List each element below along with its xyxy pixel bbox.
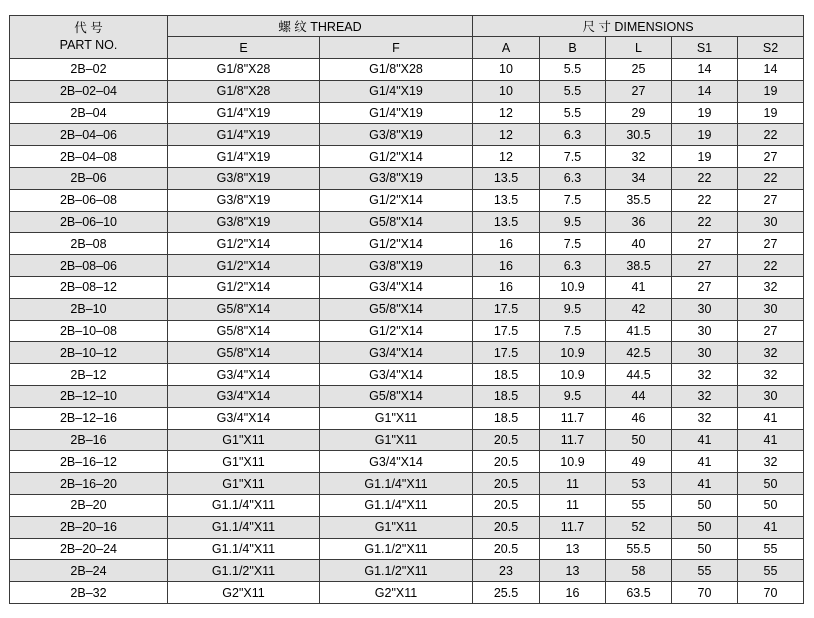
cell-thread-e: G1/2"X14 (168, 233, 320, 255)
col-header-s1: S1 (672, 37, 738, 59)
cell-dim-s2: 32 (738, 364, 804, 386)
cell-dim-l: 42 (606, 298, 672, 320)
cell-dim-a: 20.5 (473, 429, 540, 451)
cell-dim-l: 44 (606, 385, 672, 407)
cell-dim-l: 50 (606, 429, 672, 451)
cell-dim-s1: 70 (672, 582, 738, 604)
table-row (10, 560, 804, 582)
cell-dim-l: 41 (606, 276, 672, 298)
cell-dim-s1: 19 (672, 102, 738, 124)
cell-dim-s1: 50 (672, 538, 738, 560)
table-row (10, 342, 804, 364)
cell-dim-s2: 32 (738, 342, 804, 364)
cell-dim-s2: 19 (738, 102, 804, 124)
cell-thread-e: G3/8"X19 (168, 189, 320, 211)
cell-thread-e: G1/8"X28 (168, 80, 320, 102)
cell-dim-b: 16 (540, 582, 606, 604)
cell-dim-b: 11 (540, 494, 606, 516)
cell-thread-e: G3/4"X14 (168, 385, 320, 407)
cell-dim-b: 11.7 (540, 407, 606, 429)
cell-thread-e: G3/8"X19 (168, 167, 320, 189)
cell-dim-b: 7.5 (540, 189, 606, 211)
cell-dim-l: 53 (606, 473, 672, 495)
cell-dim-b: 10.9 (540, 364, 606, 386)
cell-dim-l: 46 (606, 407, 672, 429)
cell-part-no: 2B–12–10 (10, 385, 168, 407)
cell-dim-s2: 30 (738, 385, 804, 407)
cell-dim-s1: 14 (672, 59, 738, 81)
cell-thread-e: G3/4"X14 (168, 364, 320, 386)
cell-dim-s1: 27 (672, 255, 738, 277)
cell-part-no: 2B–16–12 (10, 451, 168, 473)
cell-dim-a: 23 (473, 560, 540, 582)
cell-dim-l: 55.5 (606, 538, 672, 560)
cell-thread-f: G1/2"X14 (320, 233, 473, 255)
cell-thread-e: G1"X11 (168, 429, 320, 451)
cell-dim-b: 5.5 (540, 59, 606, 81)
part-no-header-cn: 代 号 (74, 21, 103, 35)
table-row (10, 255, 804, 277)
cell-dim-s1: 27 (672, 276, 738, 298)
cell-part-no: 2B–08–12 (10, 276, 168, 298)
cell-part-no: 2B–20–16 (10, 516, 168, 538)
cell-dim-b: 9.5 (540, 298, 606, 320)
part-no-header (10, 16, 168, 59)
cell-dim-s2: 70 (738, 582, 804, 604)
cell-part-no: 2B–06–08 (10, 189, 168, 211)
cell-part-no: 2B–06–10 (10, 211, 168, 233)
cell-part-no: 2B–10–12 (10, 342, 168, 364)
cell-dim-l: 42.5 (606, 342, 672, 364)
col-header-b: B (540, 37, 606, 59)
cell-dim-s2: 32 (738, 276, 804, 298)
cell-dim-s1: 41 (672, 473, 738, 495)
cell-thread-f: G3/8"X19 (320, 124, 473, 146)
cell-thread-f: G1"X11 (320, 407, 473, 429)
cell-thread-f: G1.1/2"X11 (320, 538, 473, 560)
cell-part-no: 2B–20–24 (10, 538, 168, 560)
cell-thread-f: G1/4"X19 (320, 80, 473, 102)
cell-dim-a: 16 (473, 255, 540, 277)
cell-thread-e: G3/4"X14 (168, 407, 320, 429)
cell-dim-s2: 27 (738, 233, 804, 255)
cell-dim-b: 10.9 (540, 276, 606, 298)
cell-dim-a: 13.5 (473, 211, 540, 233)
cell-part-no: 2B–16 (10, 429, 168, 451)
cell-part-no: 2B–10 (10, 298, 168, 320)
cell-dim-s1: 14 (672, 80, 738, 102)
table-body (10, 59, 804, 604)
cell-dim-a: 18.5 (473, 364, 540, 386)
table-row (10, 320, 804, 342)
cell-dim-s1: 19 (672, 124, 738, 146)
table-row (10, 451, 804, 473)
cell-thread-f: G1/2"X14 (320, 320, 473, 342)
cell-dim-s1: 55 (672, 560, 738, 582)
table-row (10, 494, 804, 516)
table-row (10, 364, 804, 386)
cell-dim-a: 12 (473, 124, 540, 146)
cell-thread-e: G5/8"X14 (168, 342, 320, 364)
cell-dim-s2: 27 (738, 189, 804, 211)
dimensions-table (9, 15, 804, 604)
cell-dim-a: 10 (473, 80, 540, 102)
cell-dim-s2: 27 (738, 146, 804, 168)
cell-dim-a: 12 (473, 146, 540, 168)
cell-dim-s2: 27 (738, 320, 804, 342)
cell-thread-f: G3/4"X14 (320, 451, 473, 473)
cell-part-no: 2B–20 (10, 494, 168, 516)
table-row (10, 167, 804, 189)
cell-dim-l: 29 (606, 102, 672, 124)
cell-dim-l: 40 (606, 233, 672, 255)
cell-dim-a: 16 (473, 276, 540, 298)
cell-dim-b: 7.5 (540, 320, 606, 342)
table-row (10, 473, 804, 495)
cell-thread-e: G1/4"X19 (168, 102, 320, 124)
cell-thread-f: G5/8"X14 (320, 385, 473, 407)
cell-thread-f: G1.1/4"X11 (320, 494, 473, 516)
cell-thread-e: G1.1/2"X11 (168, 560, 320, 582)
cell-dim-l: 32 (606, 146, 672, 168)
cell-dim-s2: 19 (738, 80, 804, 102)
cell-thread-f: G1.1/2"X11 (320, 560, 473, 582)
cell-thread-e: G3/8"X19 (168, 211, 320, 233)
table-row (10, 407, 804, 429)
cell-dim-b: 9.5 (540, 385, 606, 407)
cell-dim-s2: 41 (738, 407, 804, 429)
cell-dim-s1: 41 (672, 429, 738, 451)
cell-dim-b: 7.5 (540, 233, 606, 255)
cell-dim-l: 35.5 (606, 189, 672, 211)
cell-thread-e: G1/2"X14 (168, 255, 320, 277)
cell-part-no: 2B–04 (10, 102, 168, 124)
cell-dim-a: 18.5 (473, 385, 540, 407)
cell-thread-e: G5/8"X14 (168, 320, 320, 342)
cell-thread-f: G3/4"X14 (320, 276, 473, 298)
table-row (10, 211, 804, 233)
cell-dim-b: 6.3 (540, 124, 606, 146)
cell-dim-s2: 30 (738, 298, 804, 320)
cell-dim-s1: 27 (672, 233, 738, 255)
cell-dim-s1: 32 (672, 364, 738, 386)
table-row (10, 102, 804, 124)
cell-dim-s1: 22 (672, 167, 738, 189)
cell-dim-l: 36 (606, 211, 672, 233)
table-row (10, 146, 804, 168)
cell-part-no: 2B–16–20 (10, 473, 168, 495)
cell-thread-e: G1"X11 (168, 473, 320, 495)
part-no-header-en: PART NO. (59, 38, 118, 52)
cell-dim-s2: 41 (738, 516, 804, 538)
cell-dim-b: 10.9 (540, 342, 606, 364)
cell-dim-a: 17.5 (473, 320, 540, 342)
cell-thread-e: G5/8"X14 (168, 298, 320, 320)
cell-dim-a: 20.5 (473, 516, 540, 538)
cell-thread-f: G3/8"X19 (320, 167, 473, 189)
table-row (10, 516, 804, 538)
table-row (10, 429, 804, 451)
cell-thread-f: G1/2"X14 (320, 189, 473, 211)
cell-dim-s2: 14 (738, 59, 804, 81)
cell-dim-l: 38.5 (606, 255, 672, 277)
cell-dim-s1: 22 (672, 211, 738, 233)
table-row (10, 124, 804, 146)
cell-dim-a: 20.5 (473, 473, 540, 495)
col-header-e: E (168, 37, 320, 59)
cell-thread-f: G1"X11 (320, 429, 473, 451)
cell-dim-s1: 41 (672, 451, 738, 473)
cell-part-no: 2B–12–16 (10, 407, 168, 429)
cell-dim-a: 20.5 (473, 538, 540, 560)
cell-dim-s2: 32 (738, 451, 804, 473)
cell-part-no: 2B–10–08 (10, 320, 168, 342)
table-row (10, 189, 804, 211)
table-row (10, 233, 804, 255)
cell-thread-e: G1/8"X28 (168, 59, 320, 81)
cell-dim-b: 13 (540, 538, 606, 560)
col-header-f: F (320, 37, 473, 59)
cell-dim-s1: 32 (672, 407, 738, 429)
cell-thread-f: G3/4"X14 (320, 364, 473, 386)
cell-dim-a: 16 (473, 233, 540, 255)
table-row (10, 538, 804, 560)
cell-dim-s2: 50 (738, 494, 804, 516)
cell-dim-s2: 22 (738, 167, 804, 189)
cell-part-no: 2B–04–06 (10, 124, 168, 146)
cell-part-no: 2B–12 (10, 364, 168, 386)
cell-dim-l: 58 (606, 560, 672, 582)
table-row (10, 276, 804, 298)
cell-part-no: 2B–24 (10, 560, 168, 582)
table-row (10, 80, 804, 102)
cell-part-no: 2B–02–04 (10, 80, 168, 102)
cell-dim-s2: 55 (738, 560, 804, 582)
cell-dim-a: 18.5 (473, 407, 540, 429)
cell-dim-s1: 30 (672, 320, 738, 342)
cell-thread-f: G3/8"X19 (320, 255, 473, 277)
cell-dim-s2: 41 (738, 429, 804, 451)
thread-header: 螺 纹 THREAD (168, 16, 473, 37)
cell-dim-a: 13.5 (473, 167, 540, 189)
col-header-s2: S2 (738, 37, 804, 59)
cell-dim-l: 63.5 (606, 582, 672, 604)
cell-dim-a: 20.5 (473, 451, 540, 473)
cell-thread-f: G1/8"X28 (320, 59, 473, 81)
cell-dim-s2: 22 (738, 124, 804, 146)
cell-thread-f: G1/4"X19 (320, 102, 473, 124)
cell-dim-l: 34 (606, 167, 672, 189)
cell-dim-a: 20.5 (473, 494, 540, 516)
cell-dim-s2: 30 (738, 211, 804, 233)
cell-dim-b: 11.7 (540, 429, 606, 451)
cell-part-no: 2B–08–06 (10, 255, 168, 277)
cell-dim-b: 11.7 (540, 516, 606, 538)
cell-dim-s1: 50 (672, 516, 738, 538)
cell-part-no: 2B–06 (10, 167, 168, 189)
cell-dim-a: 25.5 (473, 582, 540, 604)
cell-part-no: 2B–32 (10, 582, 168, 604)
cell-thread-e: G1.1/4"X11 (168, 516, 320, 538)
cell-thread-e: G1.1/4"X11 (168, 494, 320, 516)
cell-dim-a: 17.5 (473, 298, 540, 320)
cell-part-no: 2B–04–08 (10, 146, 168, 168)
cell-dim-l: 30.5 (606, 124, 672, 146)
cell-thread-e: G1/4"X19 (168, 146, 320, 168)
cell-dim-s2: 50 (738, 473, 804, 495)
cell-dim-a: 17.5 (473, 342, 540, 364)
cell-thread-f: G1"X11 (320, 516, 473, 538)
cell-thread-f: G1/2"X14 (320, 146, 473, 168)
cell-dim-s1: 30 (672, 342, 738, 364)
col-header-a: A (473, 37, 540, 59)
cell-dim-l: 49 (606, 451, 672, 473)
cell-dim-a: 10 (473, 59, 540, 81)
cell-dim-l: 41.5 (606, 320, 672, 342)
cell-dim-b: 6.3 (540, 167, 606, 189)
dimensions-header: 尺 寸 DIMENSIONS (473, 16, 804, 37)
cell-thread-f: G5/8"X14 (320, 298, 473, 320)
cell-thread-f: G3/4"X14 (320, 342, 473, 364)
cell-dim-b: 11 (540, 473, 606, 495)
table-row (10, 582, 804, 604)
cell-thread-e: G1.1/4"X11 (168, 538, 320, 560)
cell-thread-e: G1/4"X19 (168, 124, 320, 146)
cell-dim-b: 9.5 (540, 211, 606, 233)
cell-part-no: 2B–02 (10, 59, 168, 81)
cell-thread-f: G2"X11 (320, 582, 473, 604)
cell-dim-l: 55 (606, 494, 672, 516)
cell-dim-l: 25 (606, 59, 672, 81)
cell-dim-s1: 50 (672, 494, 738, 516)
cell-dim-s1: 32 (672, 385, 738, 407)
cell-dim-s1: 30 (672, 298, 738, 320)
cell-dim-b: 13 (540, 560, 606, 582)
cell-thread-f: G1.1/4"X11 (320, 473, 473, 495)
cell-dim-a: 13.5 (473, 189, 540, 211)
cell-dim-s2: 22 (738, 255, 804, 277)
table-header (10, 16, 804, 59)
cell-dim-b: 6.3 (540, 255, 606, 277)
cell-dim-s1: 19 (672, 146, 738, 168)
cell-dim-s2: 55 (738, 538, 804, 560)
cell-dim-b: 5.5 (540, 102, 606, 124)
cell-part-no: 2B–08 (10, 233, 168, 255)
table-row (10, 385, 804, 407)
cell-dim-l: 52 (606, 516, 672, 538)
cell-dim-b: 10.9 (540, 451, 606, 473)
cell-dim-b: 7.5 (540, 146, 606, 168)
cell-dim-b: 5.5 (540, 80, 606, 102)
table-row (10, 59, 804, 81)
cell-dim-l: 44.5 (606, 364, 672, 386)
cell-thread-e: G2"X11 (168, 582, 320, 604)
cell-dim-s1: 22 (672, 189, 738, 211)
col-header-l: L (606, 37, 672, 59)
cell-thread-f: G5/8"X14 (320, 211, 473, 233)
cell-dim-a: 12 (473, 102, 540, 124)
cell-thread-e: G1/2"X14 (168, 276, 320, 298)
cell-dim-l: 27 (606, 80, 672, 102)
table-row (10, 298, 804, 320)
cell-thread-e: G1"X11 (168, 451, 320, 473)
